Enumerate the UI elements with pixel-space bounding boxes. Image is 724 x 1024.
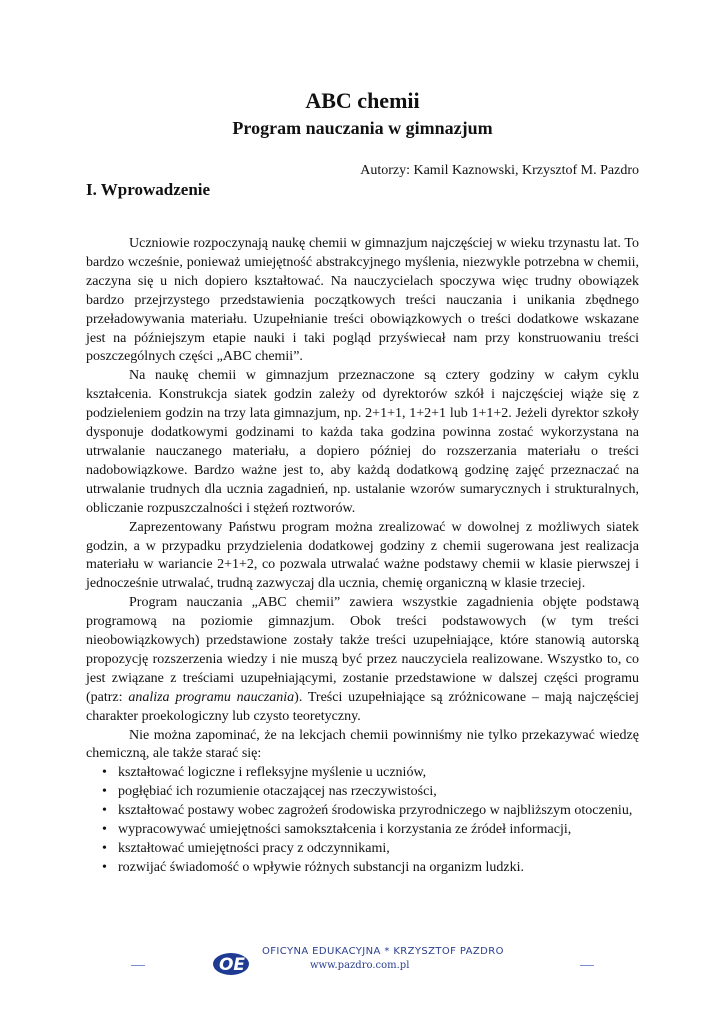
- list-item: [86, 764, 639, 783]
- emphasis-text: analiza programu nauczania: [128, 689, 295, 705]
- list-item-text: rozwijać świadomość o wpływie różnych substancji na organizm ludzki.: [118, 859, 525, 875]
- authors-line: Autorzy: Kamil Kaznowski, Krzysztof M. Pazdro: [360, 163, 639, 178]
- paragraph: Nie można zapominać, że na lekcjach chemii powinniśmy nie tylko przekazywać wiedzę chemiczną, ale także starać się:: [86, 727, 639, 762]
- list-item-text: pogłębiać ich rozumienie otaczającej nas rzeczywistości,: [118, 784, 437, 800]
- list-item-text: kształtować umiejętności pracy z odczynnikami,: [118, 841, 390, 856]
- document-title: ABC chemii: [305, 88, 420, 113]
- logo-text: OE: [218, 955, 246, 975]
- footer-rule-right: [580, 965, 594, 966]
- paragraph: [86, 594, 639, 726]
- document-subtitle: Program nauczania w gimnazjum: [232, 118, 493, 138]
- list-item-text: kształtować logiczne i refleksyjne myślenie u uczniów,: [118, 765, 427, 781]
- publisher-logo-icon: [211, 949, 257, 977]
- bullet-icon: •: [102, 803, 107, 819]
- document-body: [86, 235, 639, 878]
- list-item: [86, 840, 639, 859]
- list-item-text: wypracowywać umiejętności samokształcenia i korzystania ze źródeł informacji,: [118, 822, 572, 838]
- list-item: [86, 783, 639, 802]
- paragraph-text: ). Treści uzupełniające są zróżnicowane – mają najczęściej charakter proekologiczny lub czysto teoretyczny.: [86, 689, 640, 724]
- bullet-icon: •: [102, 765, 107, 781]
- list-item-text: kształtować postawy wobec zagrożeń środowiska przyrodniczego w najbliższym otoczeniu,: [118, 803, 633, 819]
- bullet-icon: •: [102, 822, 107, 838]
- paragraph: Na naukę chemii w gimnazjum przeznaczone są cztery godziny w całym cyklu kształcenia. Konstrukcja siatek godzin zależy od dyrektorów szkół i najczęściej wiąże się z podzieleniem godzin na trzy lata gimnazjum, np. 2+1+1, 1+2+1 lub 1+1+2. Jeżeli dyrektor szkoły dysponuje dodatkowymi godzinami to każda taka godzina powinna zostać wykorzystana na utrwalanie nauczanego materiału, a dopiero później do rozszerzania materiału o treści nadobowiązkowe. Bardzo ważne jest to, aby każdą dodatkową godzinę zajęć przeznaczać na utrwalanie trudnych dla ucznia zagadnień, np. ustalanie wzorów sumarycznych i strukturalnych, obliczanie rozpuszczalności i stężeń roztworów.: [86, 368, 639, 516]
- publisher-url: www.pazdro.com.pl: [310, 960, 410, 971]
- publisher-name: OFICYNA EDUKACYJNA * KRZYSZTOF PAZDRO: [262, 946, 504, 957]
- bullet-icon: •: [102, 859, 107, 875]
- bullet-icon: •: [102, 841, 107, 856]
- section-heading: I. Wprowadzenie: [86, 180, 211, 199]
- list-item: [86, 821, 639, 840]
- page-footer: [0, 946, 724, 986]
- bullet-list: [86, 764, 639, 877]
- paragraph: Uczniowie rozpoczynają naukę chemii w gimnazjum najczęściej w wieku trzynastu lat. To bardzo wcześnie, ponieważ umiejętność abstrakcyjnego myślenia, niezwykle potrzebna w chemii, zaczyna się u nich dopiero kształtować. Na nauczycielach spoczywa więc trudny obowiązek bardzo przejrzystego przedstawienia początkowych treści nauczania i unikania zbędnego przeładowywania materiału. Uzupełnianie treści obowiązkowych o treści dodatkowe wskazane jest na późniejszym etapie nauki i taki pogląd przyświecał nam przy konstruowaniu treści poszczególnych części „ABC chemii”.: [86, 236, 639, 365]
- footer-rule-left: [131, 965, 145, 966]
- paragraph: Zaprezentowany Państwu program można zrealizować w dowolnej z możliwych siatek godzin, a w przypadku przydzielenia dodatkowej godziny z chemii sugerowana jest realizacja materiału w wariancie 2+1+2, co pozwala utrwalać ważne podstawy chemii w klasie pierwszej i jednocześnie utrwalać, trudną zazwyczaj dla ucznia, chemię organiczną w klasie trzeciej.: [86, 519, 639, 592]
- bullet-icon: •: [102, 784, 107, 800]
- paragraph-text: Program nauczania „ABC chemii” zawiera wszystkie zagadnienia objęte podstawą programową na poziomie gimnazjum. Obok treści podstawowych (w tym treści nieobowiązkowych) przedstawione zostały także treści uzupełniające, które stanowią autorską propozycję rozszerzenia wiedzy i nie muszą być przez nauczyciela realizowane. Wszystko to, co jest związane z treściami uzupełniającymi, zostanie przedstawione w dalszej części programu (patrz:: [86, 595, 639, 705]
- list-item: [86, 802, 639, 821]
- list-item: [86, 859, 639, 878]
